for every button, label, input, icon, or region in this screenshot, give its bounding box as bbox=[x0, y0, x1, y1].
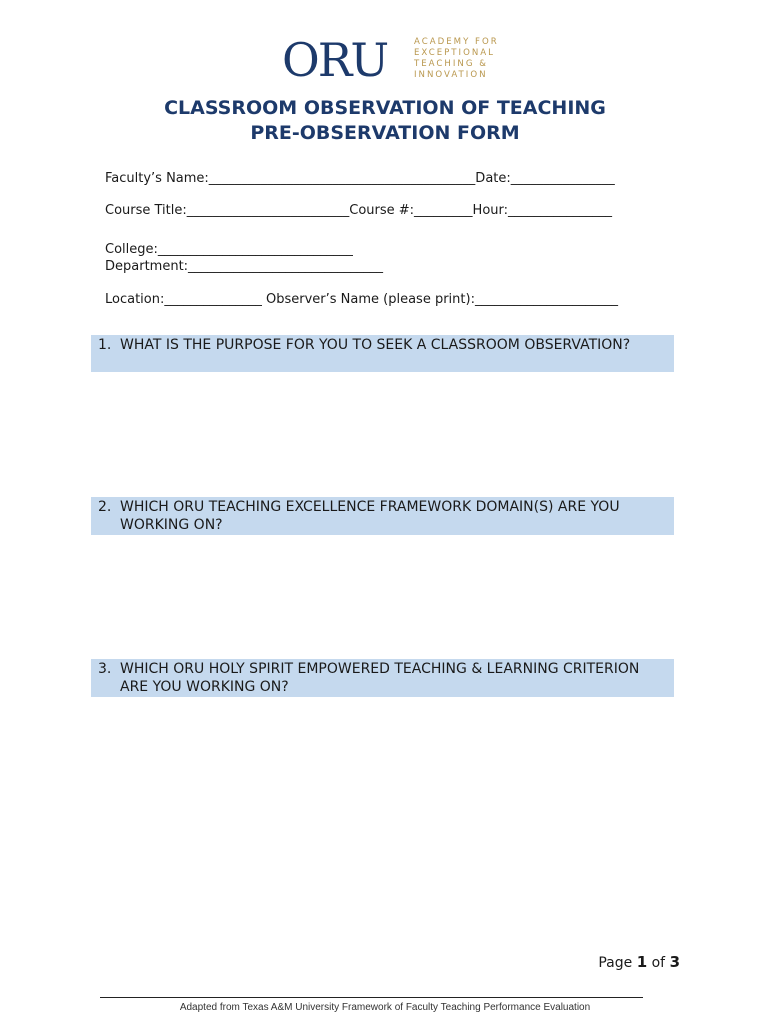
faculty-name-date-field[interactable]: Faculty’s Name:_________________________________________Date:________________ bbox=[105, 171, 615, 186]
logo-line: ACADEMY FOR bbox=[414, 37, 499, 47]
question-text: WHAT IS THE PURPOSE FOR YOU TO SEEK A CLASSROOM OBSERVATION? bbox=[120, 337, 631, 353]
question-number: 3. bbox=[98, 661, 112, 677]
logo-mark: ORU bbox=[282, 33, 388, 87]
question-text: WHICH ORU HOLY SPIRIT EMPOWERED TEACHING & LEARNING CRITERION ARE YOU WORKING ON? bbox=[120, 661, 640, 695]
question-2-bar bbox=[91, 497, 674, 535]
form-title-line-1: CLASSROOM OBSERVATION OF TEACHING bbox=[164, 97, 606, 119]
logo-line: TEACHING & bbox=[414, 59, 488, 69]
page-of: of bbox=[651, 955, 666, 971]
question-number: 1. bbox=[98, 337, 112, 353]
page-number bbox=[598, 953, 680, 972]
footer-divider bbox=[100, 997, 643, 998]
logo-subtitle bbox=[414, 37, 499, 81]
footer-attribution: Adapted from Texas A&M University Framework of Faculty Teaching Performance Evaluation bbox=[179, 1002, 591, 1013]
page-total: 3 bbox=[669, 953, 680, 971]
college-field[interactable]: College:______________________________ bbox=[105, 242, 353, 257]
question-text: WHICH ORU TEACHING EXCELLENCE FRAMEWORK DOMAIN(S) ARE YOU WORKING ON? bbox=[120, 499, 620, 533]
form-title-line-2: PRE-OBSERVATION FORM bbox=[250, 122, 520, 144]
question-3-bar bbox=[91, 659, 674, 697]
location-observer-field[interactable]: Location:_______________ Observer’s Name (please print):______________________ bbox=[105, 292, 618, 307]
page-current: 1 bbox=[636, 953, 648, 971]
logo-line: INNOVATION bbox=[414, 70, 488, 80]
question-number: 2. bbox=[98, 499, 112, 515]
course-title-number-hour-field[interactable]: Course Title:_________________________Course #:_________Hour:________________ bbox=[105, 203, 613, 218]
department-field[interactable]: Department:______________________________ bbox=[105, 259, 384, 274]
page-label: Page bbox=[598, 955, 633, 971]
logo-line: EXCEPTIONAL bbox=[414, 48, 495, 58]
question-1-bar bbox=[91, 335, 674, 372]
